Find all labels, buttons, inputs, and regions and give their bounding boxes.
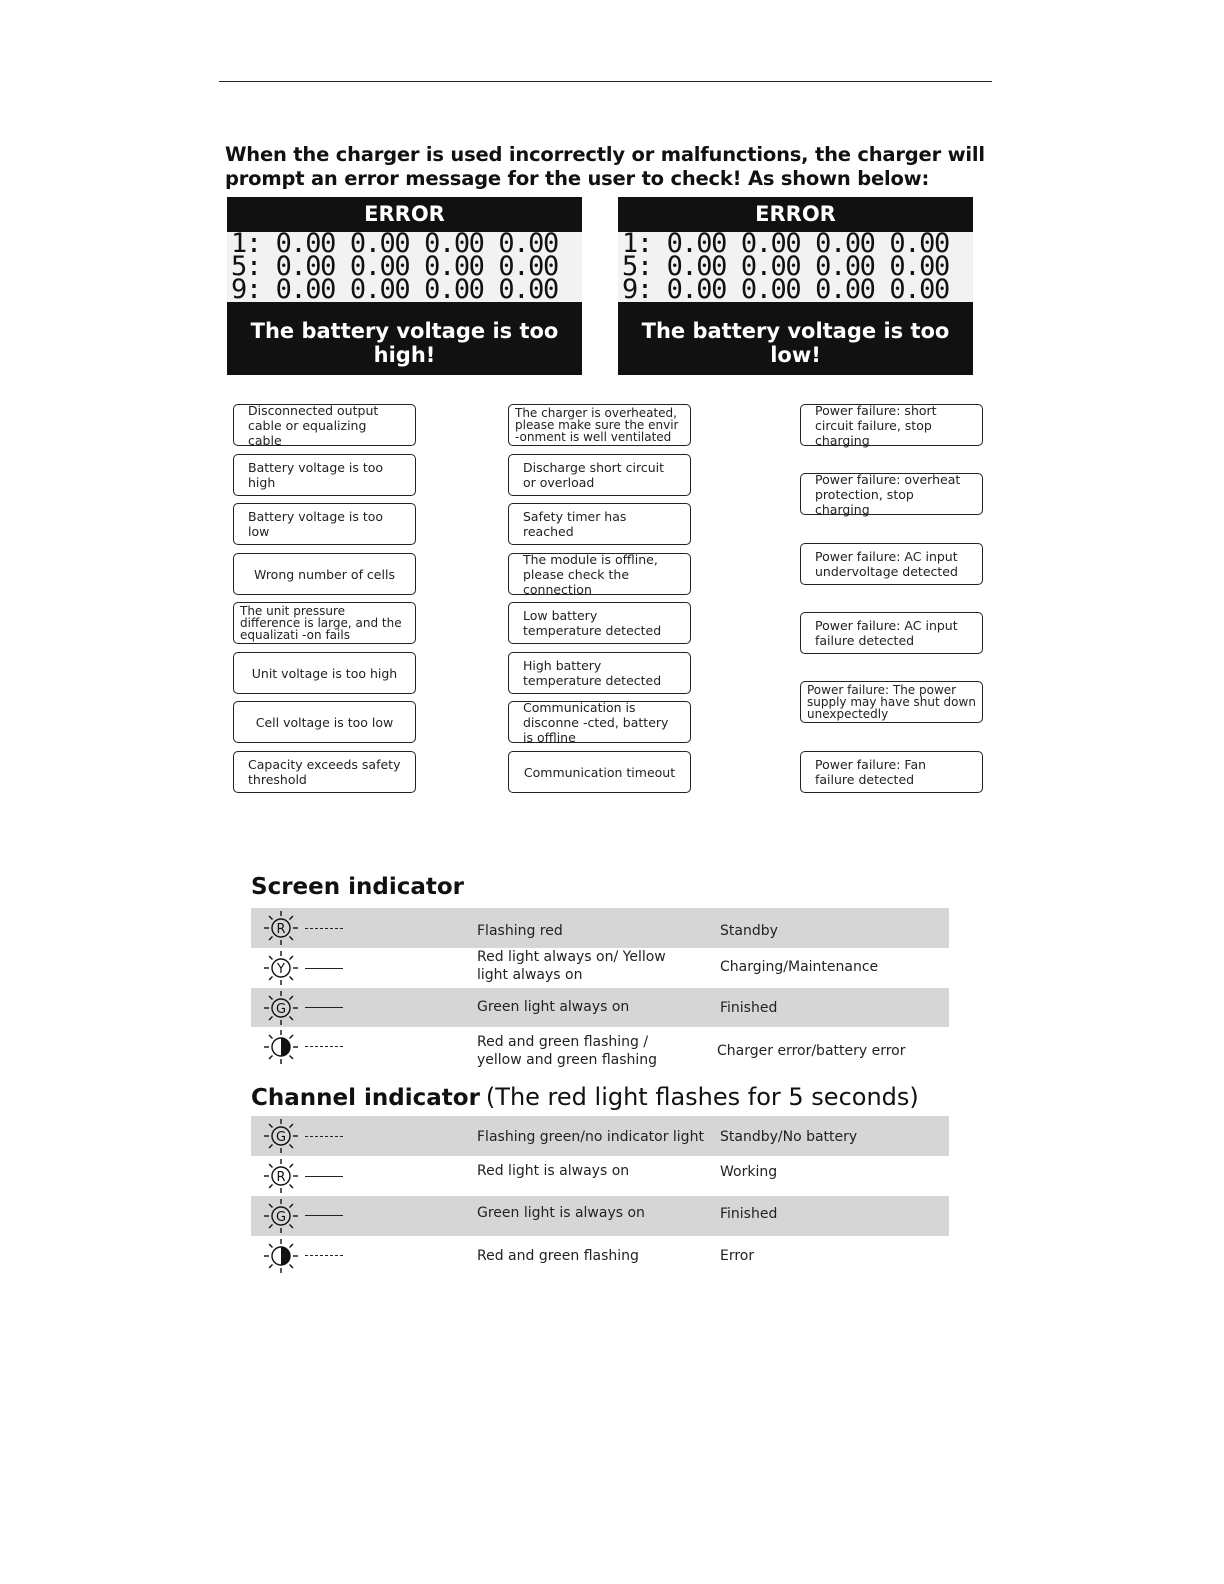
- indicator-status: Working: [720, 1164, 778, 1180]
- lcd-row: 9: 0.00 0.00 0.00 0.00: [622, 274, 949, 305]
- flashing-line: [305, 1255, 343, 1256]
- error-box: [800, 473, 983, 515]
- error-text: Battery voltage is too low: [248, 509, 384, 539]
- indicator-description: Green light is always on: [477, 1205, 645, 1221]
- steady-line: [305, 1215, 343, 1216]
- error-box: [800, 404, 983, 446]
- error-text: Unit voltage is too high: [251, 665, 398, 681]
- screen-indicator-title: [251, 874, 464, 900]
- lcd-row: 5: 0.00 0.00 0.00 0.00: [231, 251, 558, 282]
- icon-letter: Y: [277, 962, 285, 977]
- lcd-screen-high: [227, 197, 582, 375]
- error-text: Capacity exceeds safety threshold: [248, 757, 401, 787]
- error-box: [800, 751, 983, 793]
- intro-text: When the charger is used incorrectly or malfunctions, the charger will prompt an error message for the user to check! As shown below:: [225, 143, 985, 190]
- channel-indicator-row: [251, 1116, 949, 1156]
- dual-light-icon: [263, 1029, 299, 1065]
- error-box: [508, 404, 691, 446]
- lcd-title: ERROR: [755, 202, 836, 226]
- lcd-message: The battery voltage is too high!: [250, 319, 559, 367]
- green-light-icon: [263, 1118, 299, 1154]
- flashing-line: [305, 928, 343, 929]
- flashing-line: [305, 1046, 343, 1047]
- error-box: [233, 454, 416, 496]
- error-box: [508, 652, 691, 694]
- channel-indicator-note: (The red light flashes for 5 seconds): [485, 1083, 919, 1111]
- header-rule: [219, 81, 992, 82]
- yellow-light-icon: [263, 950, 299, 986]
- error-text: Power failure: short circuit failure, stop charging: [815, 402, 937, 448]
- error-text: Safety timer has reached: [523, 509, 627, 539]
- error-box: [508, 503, 691, 545]
- indicator-status: Finished: [720, 1206, 778, 1222]
- error-text: Cell voltage is too low: [255, 714, 394, 730]
- lcd-title: ERROR: [364, 202, 445, 226]
- lcd-row: 1: 0.00 0.00 0.00 0.00: [622, 228, 949, 259]
- error-text: Power failure: AC input failure detected: [815, 618, 958, 648]
- error-box: [800, 681, 983, 723]
- error-box: [233, 602, 416, 644]
- error-box: [233, 553, 416, 595]
- icon-letter: G: [275, 1002, 287, 1017]
- screen-indicator-row: [251, 908, 949, 948]
- icon-letter: G: [275, 1130, 287, 1145]
- error-box: [508, 454, 691, 496]
- error-text: Wrong number of cells: [254, 566, 395, 582]
- icon-letter: R: [276, 1170, 286, 1185]
- indicator-status: Standby: [720, 923, 778, 939]
- indicator-description: Flashing red: [477, 923, 563, 939]
- error-text: Communication timeout: [523, 764, 676, 780]
- error-box: [508, 751, 691, 793]
- red-light-icon: [263, 1158, 299, 1194]
- error-text: The charger is overheated, please make sure the envir -onment is well ventilated: [515, 406, 679, 444]
- indicator-status: Charger error/battery error: [717, 1043, 906, 1059]
- error-box: [233, 503, 416, 545]
- error-box: [800, 543, 983, 585]
- green-light-icon: [263, 1198, 299, 1234]
- lcd-row: 1: 0.00 0.00 0.00 0.00: [231, 228, 558, 259]
- red-light-icon: [263, 910, 299, 946]
- error-text: Power failure: The power supply may have shut down unexpectedly: [807, 683, 976, 721]
- screen-indicator-row: [251, 1027, 949, 1073]
- error-text: Battery voltage is too high: [248, 460, 384, 490]
- error-box: [508, 553, 691, 595]
- flashing-line: [305, 1136, 343, 1137]
- icon-letter: G: [275, 1210, 287, 1225]
- screen-indicator-row: [251, 988, 949, 1027]
- error-box: [800, 612, 983, 654]
- error-text: The unit pressure difference is large, and the equalizati -on fails: [240, 604, 402, 642]
- lcd-row: 5: 0.00 0.00 0.00 0.00: [622, 251, 949, 282]
- lcd-readout: [227, 228, 582, 305]
- dual-light-icon: [263, 1238, 299, 1274]
- error-text: Power failure: AC input undervoltage detected: [815, 549, 958, 579]
- indicator-description: Green light always on: [477, 999, 630, 1015]
- error-box: [508, 602, 691, 644]
- icon-letter: R: [276, 922, 286, 937]
- error-text: Low battery temperature detected: [523, 608, 662, 638]
- error-text: Power failure: Fan failure detected: [815, 757, 927, 787]
- steady-line: [305, 968, 343, 969]
- indicator-status: Standby/No battery: [720, 1129, 858, 1145]
- indicator-description: Red light always on/ Yellow light always on: [477, 949, 666, 983]
- error-box: [233, 652, 416, 694]
- screen-indicator-heading: Screen indicator: [251, 874, 465, 900]
- indicator-description: Red and green flashing / yellow and green flashing: [477, 1034, 658, 1068]
- channel-indicator-row: [251, 1196, 949, 1236]
- indicator-status: Charging/Maintenance: [720, 959, 879, 975]
- error-text: Disconnected output cable or equalizing cable: [248, 402, 379, 448]
- indicator-description: Red light is always on: [477, 1163, 630, 1179]
- lcd-screen-low: [618, 197, 973, 375]
- indicator-status: Finished: [720, 1000, 778, 1016]
- error-text: Power failure: overheat protection, stop charging: [815, 471, 961, 517]
- lcd-readout: [618, 228, 973, 305]
- error-box: [233, 701, 416, 743]
- indicator-description: Red and green flashing: [477, 1248, 639, 1264]
- screen-indicator-row: [251, 948, 949, 988]
- channel-indicator-title: [251, 1083, 919, 1111]
- error-box: [508, 701, 691, 743]
- channel-indicator-row: [251, 1156, 949, 1196]
- lcd-row: 9: 0.00 0.00 0.00 0.00: [231, 274, 558, 305]
- channel-indicator-heading: Channel indicator: [251, 1085, 480, 1111]
- error-box: [233, 404, 416, 446]
- error-text: The module is offline, please check the connection: [523, 551, 658, 597]
- indicator-description: Flashing green/no indicator light: [477, 1129, 704, 1145]
- error-text: Communication is disconne -cted, battery is offline: [523, 699, 669, 745]
- indicator-status: Error: [720, 1248, 755, 1264]
- steady-line: [305, 1176, 343, 1177]
- channel-indicator-row: [251, 1236, 949, 1276]
- error-text: High battery temperature detected: [523, 658, 662, 688]
- error-text: Discharge short circuit or overload: [523, 460, 665, 490]
- green-light-icon: [263, 990, 299, 1026]
- steady-line: [305, 1007, 343, 1008]
- error-box: [233, 751, 416, 793]
- lcd-message: The battery voltage is too low!: [641, 319, 950, 367]
